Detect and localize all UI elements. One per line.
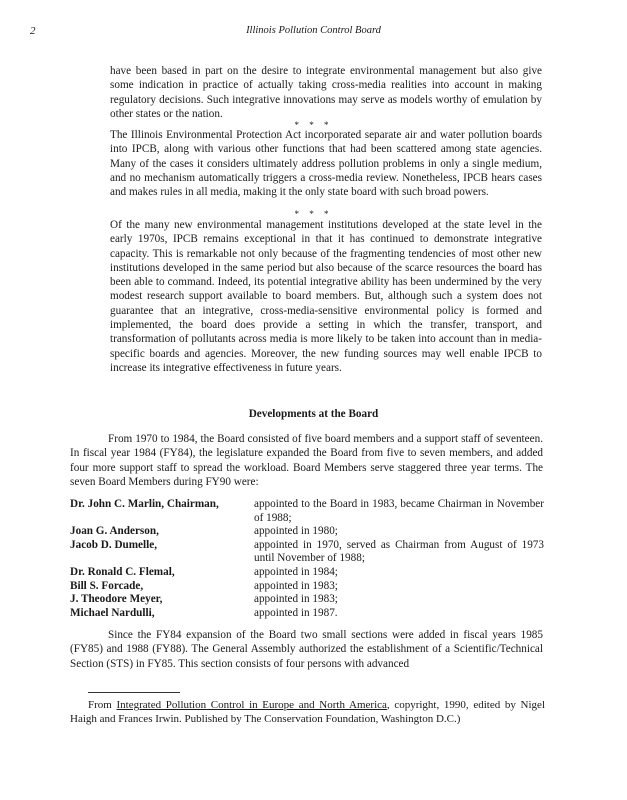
board-member-row [70,607,545,621]
page-number: 2 [30,25,36,37]
member-description: appointed in 1984; [254,565,338,578]
quote-paragraph-2: The Illinois Environmental Protection Act incorporated separate air and water pollution boards into IPCB, along with various other functions that had been scattered among state agencies. Many of the cases it considers ultimately address pollution problems in only a single medium, and no mechanism automatically triggers a cross-media review. Nonetheless, IPCB hears cases and makes rules in all media, making it the only state board with such broad powers. [110,129,542,199]
member-name: Dr. Ronald C. Flemal, [70,565,175,578]
board-member-row [70,566,545,580]
footnote-rule [88,692,180,693]
quote-paragraph-1: have been based in part on the desire to integrate environmental management but also give some indication in practice of actually taking cross-media realities into account in making regulatory decisions. Such integrative innovations may serve as models worthy of emulation by other states or the nation. [110,65,542,120]
board-member-row [70,580,545,594]
member-name: Bill S. Forcade, [70,579,144,592]
member-description: appointed in 1970, served as Chairman from August of 1973 until November of 1988; [254,538,544,565]
separator-stars-1: * * * [294,120,333,130]
quote-paragraph-3: Of the many new environmental management institutions developed at the state level in the early 1970s, IPCB remains exceptional in that it has continued to demonstrate integrative capacity. This is remarkable not only because of the fragmenting tendencies of most other new institutions developed in the same period but also because of the scarce resources the board has been able to command. Indeed, its potential integrative ability has been undermined by the very modest research support available to board members. But, although such a system does not guarantee that an integrative, cross-media-sensitive environmental policy is formed and implemented, the board does provide a setting in which the transfer, transport, and transformation of pollutants across media is more likely to be taken into account than in media-specific boards and agencies. Moreover, the new funding sources may well enable IPCB to increase its integrative effectiveness in future years. [110,219,542,374]
member-description: appointed in 1987. [254,606,338,619]
running-title: Illinois Pollution Control Board [246,25,381,36]
board-member-row [70,498,545,525]
member-name: J. Theodore Meyer, [70,593,163,606]
expansion-paragraph: Since the FY84 expansion of the Board two small sections were added in fiscal years 1985 (FY85) and 1988 (FY88). The General Assembly authorized the establishment of a Scientific/Technical Section (STS) in FY85. This section consists of four persons with advanced [70,629,543,670]
board-member-row [70,593,545,607]
footnote-book-title: Integrated Pollution Control in Europe and North America [116,699,387,711]
member-name: Jacob D. Dumelle, [70,538,158,551]
board-members-list [70,498,545,620]
footnote [70,698,545,726]
member-name: Michael Nardulli, [70,606,155,619]
member-description: appointed in 1983; [254,593,338,606]
separator-stars-2: * * * [294,209,333,219]
member-description: appointed to the Board in 1983, became Chairman in November of 1988; [254,498,544,524]
member-description: appointed in 1980; [254,525,338,538]
member-description: appointed in 1983; [254,579,338,592]
footnote-prefix: From [88,699,117,711]
page-header [0,25,627,39]
development-paragraph: From 1970 to 1984, the Board consisted of five board members and a support staff of seventeen. In fiscal year 1984 (FY84), the legislature expanded the Board from five to seven members, and added four more support staff to spread the workload. Board Members serve staggered three year terms. The seven Board Members during FY90 were: [70,433,543,488]
board-member-row [70,539,545,566]
member-name: Dr. John C. Marlin, Chairman, [70,498,219,510]
member-name: Joan G. Anderson, [70,525,159,538]
footnote-rest: , copyright, 1990, edited by Nigel Haigh and Frances Irwin. Published by The Conservation Foundation, Washington D.C.) [70,699,545,725]
board-member-row [70,525,545,539]
section-heading: Developments at the Board [248,408,379,420]
